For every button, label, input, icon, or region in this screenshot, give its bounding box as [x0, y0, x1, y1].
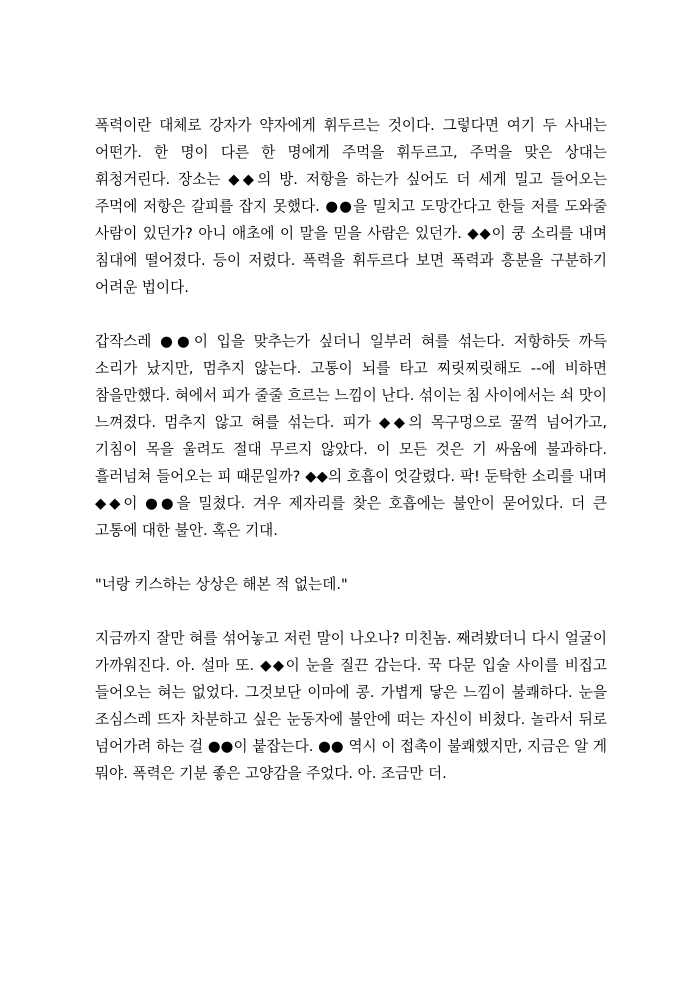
paragraph-2: 갑작스레 ●●이 입을 맞추는가 싶더니 일부러 혀를 섞는다. 저항하듯 까득 소리가 났지만, 멈추지 않는다. 고통이 뇌를 타고 찌릿찌릿해도 --에 비하면 참을만했다. 혀에서 피가 줄줄 흐르는 느낌이 난다. 섞이는 침 사이에서는 쇠 맛이 느껴졌다. 멈추지 않고 혀를 섞는다. 피가 ◆◆의 목구멍으로 꿀꺽 넘어가고, 기침이 목을 울려도 절대 무르지 않았다. 이 모든 것은 기 싸움에 불과하다. 흘러넘쳐 들어오는 피 때문일까? ◆◆의 호흡이 엇갈렸다. 팍! 둔탁한 소리를 내며 ◆◆이 ●●을 밀쳤다. 겨우 제자리를 찾은 호흡에는 불안이 묻어있다. 더 큰 고통에 대한 불안. 혹은 기대.: [95, 333, 607, 539]
paragraph-1: 폭력이란 대체로 강자가 약자에게 휘두르는 것이다. 그렇다면 여기 두 사내는 어떤가. 한 명이 다른 한 명에게 주먹을 휘두르고, 주먹을 맞은 상대는 휘청거린다. 장소는 ◆◆의 방. 저항을 하는가 싶어도 더 세게 밀고 들어오는 주먹에 저항은 갈피를 잡지 못했다. ●●을 밀치고 도망간다고 한들 저를 도와줄 사람이 있던가? 아니 애초에 이 말을 믿을 사람은 있던가. ◆◆이 쿵 소리를 내며 침대에 떨어졌다. 등이 저렸다. 폭력을 휘두르다 보면 폭력과 흥분을 구분하기 어려운 법이다.: [95, 117, 607, 296]
paragraph-4: 지금까지 잘만 혀를 섞어놓고 저런 말이 나오나? 미친놈. 째려봤더니 다시 얼굴이 가까워진다. 아. 설마 또. ◆◆이 눈을 질끈 감는다. 꾹 다문 입술 사이를 비집고 들어오는 혀는 없었다. 그것보단 이마에 콩. 가볍게 닿은 느낌이 불쾌하다. 눈을 조심스레 뜨자 차분하고 싶은 눈동자에 불안에 떠는 자신이 비쳤다. 놀라서 뒤로 넘어가려 하는 걸 ●●이 붙잡는다. ●● 역시 이 접촉이 불쾌했지만, 지금은 알 게 뭐야. 폭력은 기분 좋은 고양감을 주었다. 아. 조금만 더.: [95, 630, 607, 782]
document-body: [95, 112, 607, 814]
dialogue-line: "너랑 키스하는 상상은 해본 적 없는데.": [95, 576, 348, 593]
